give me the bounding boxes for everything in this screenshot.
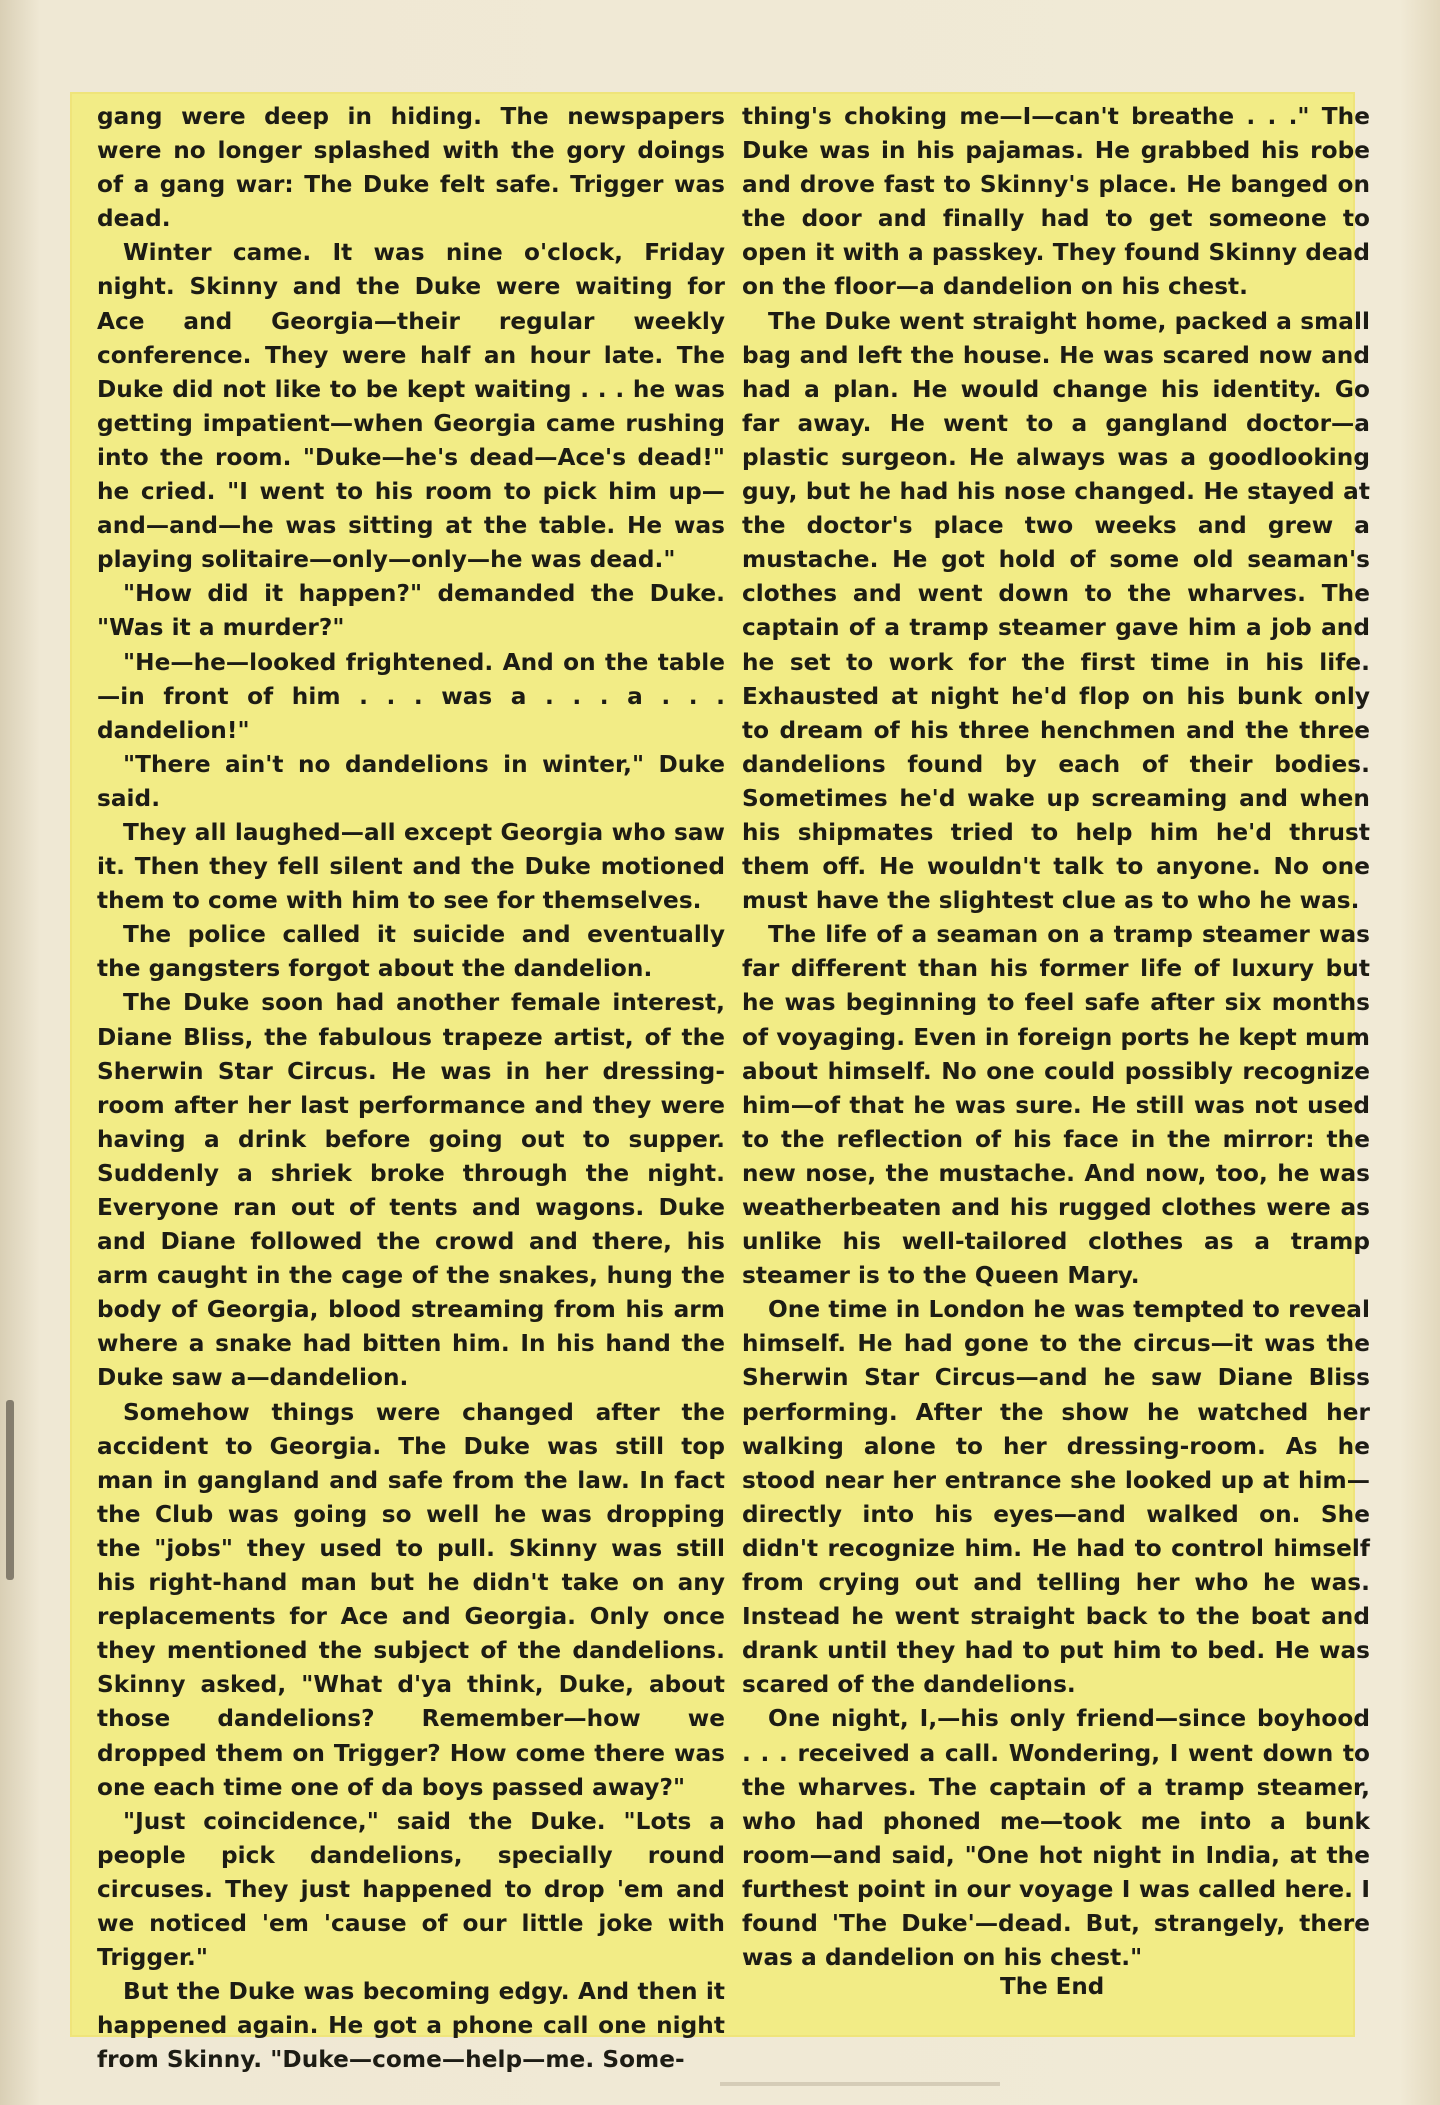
paragraph: gang were deep in hiding. The newspapers were no longer splashed with the gory doings of a gang war: The Duke felt safe. Trigger was dead. bbox=[97, 103, 725, 233]
edge-ink-mark bbox=[6, 1400, 14, 1580]
paragraph: The Duke soon had another female interest, Diane Bliss, the fabulous trapeze artist, of the Sherwin Star Circus. He was in her dressing-room after her last performance and they were having a drink before going out to supper. Suddenly a shriek broke through the night. Everyone ran out of tents and wagons. Duke and Diane followed the crowd and there, his arm caught in the cage of the snakes, hung the body of Georgia, blood streaming from his arm where a snake had bitten him. In his hand the Duke saw a—dandelion. bbox=[97, 989, 725, 1392]
paragraph: They all laughed—all except Georgia who saw it. Then they fell silent and the Duke motioned them to come with him to see for themselves. bbox=[97, 818, 725, 915]
paragraph: The life of a seaman on a tramp steamer was far different than his former life of luxury but he was beginning to feel safe after six months of voyaging. Even in foreign ports he kept mum about himself. No one could possibly recognize him—of that he was sure. He still was not used to the reflection of his face in the mirror: the new nose, the mustache. And now, too, he was weatherbeaten and his rugged clothes were as unlike his well-tailored clothes as a tramp steamer is to the Queen Mary. bbox=[742, 921, 1370, 1290]
paragraph: Somehow things were changed after the accident to Georgia. The Duke was still top man in gangland and safe from the law. In fact the Club was going so well he was dropping the "jobs" they used to pull. Skinny was still his right-hand man but he didn't take on any replacements for Ace and Georgia. Only once they mentioned the subject of the dandelions. Skinny asked, "What d'ya think, Duke, about those dandelions? Remember—how we dropped them on Trigger? How come there was one each time one of da boys passed away?" bbox=[97, 1398, 725, 1801]
paragraph: "He—he—looked frightened. And on the table—in front of him . . . was a . . . a . . . dandelion!" bbox=[97, 648, 725, 744]
paragraph: One time in London he was tempted to reveal himself. He had gone to the circus—it was the Sherwin Star Circus—and he saw Diane Bliss performing. After the show he watched her walking alone to her dressing-room. As he stood near her entrance she looked up at him—directly into his eyes—and walked on. She didn't recognize him. He had to control himself from crying out and telling her who he was. Instead he went straight back to the boat and drank until they had to put him to bed. He was scared of the dandelions. bbox=[742, 1296, 1370, 1699]
paragraph: "There ain't no dandelions in winter," Duke said. bbox=[97, 750, 725, 812]
left-text-column bbox=[97, 100, 725, 2077]
right-text-column bbox=[742, 100, 1370, 1975]
paragraph: One night, I,—his only friend—since boyhood . . . received a call. Wondering, I went down to the wharves. The captain of a tramp steamer, who had phoned me—took me into a bunk room—and said, "One hot night in India, at the furthest point in our voyage I was called here. I found 'The Duke'—dead. But, strangely, there was a dandelion on his chest." bbox=[742, 1705, 1370, 1972]
the-end-label: The End bbox=[1000, 1974, 1105, 2000]
paragraph: But the Duke was becoming edgy. And then it happened again. He got a phone call one night from Skinny. "Duke—come—help—me. Some- bbox=[97, 1978, 725, 2074]
paragraph: "Just coincidence," said the Duke. "Lots a people pick dandelions, specially round circuses. They just happened to drop 'em and we noticed 'em 'cause of our little joke with Trigger." bbox=[97, 1807, 725, 1972]
paragraph: Winter came. It was nine o'clock, Friday night. Skinny and the Duke were waiting for Ace and Georgia—their regular weekly conference. They were half an hour late. The Duke did not like to be kept waiting . . . he was getting impatient—when Georgia came rushing into the room. "Duke—he's dead—Ace's dead!" he cried. "I went to his room to pick him up—and—and—he was sitting at the table. He was playing solitaire—only—only—he was dead." bbox=[97, 239, 725, 574]
paragraph: "How did it happen?" demanded the Duke. "Was it a murder?" bbox=[97, 580, 725, 642]
paragraph: The Duke went straight home, packed a small bag and left the house. He was scared now and had a plan. He would change his identity. Go far away. He went to a gangland doctor—a plastic surgeon. He always was a goodlooking guy, but he had his nose changed. He stayed at the doctor's place two weeks and grew a mustache. He got hold of some old seaman's clothes and went down to the wharves. The captain of a tramp steamer gave him a job and he set to work for the first time in his life. Exhausted at night he'd flop on his bunk only to dream of his three henchmen and the three dandelions found by each of their bodies. Sometimes he'd wake up screaming and when his shipmates tried to help him he'd thrust them off. He wouldn't talk to anyone. No one must have the slightest clue as to who he was. bbox=[742, 307, 1370, 915]
paragraph: The police called it suicide and eventually the gangsters forgot about the dandelion. bbox=[97, 921, 725, 983]
footer-smudge bbox=[720, 2082, 1000, 2086]
paragraph: thing's choking me—I—can't breathe . . ." The Duke was in his pajamas. He grabbed his robe and drove fast to Skinny's place. He banged on the door and finally had to get someone to open it with a passkey. They found Skinny dead on the floor—a dandelion on his chest. bbox=[742, 103, 1370, 301]
